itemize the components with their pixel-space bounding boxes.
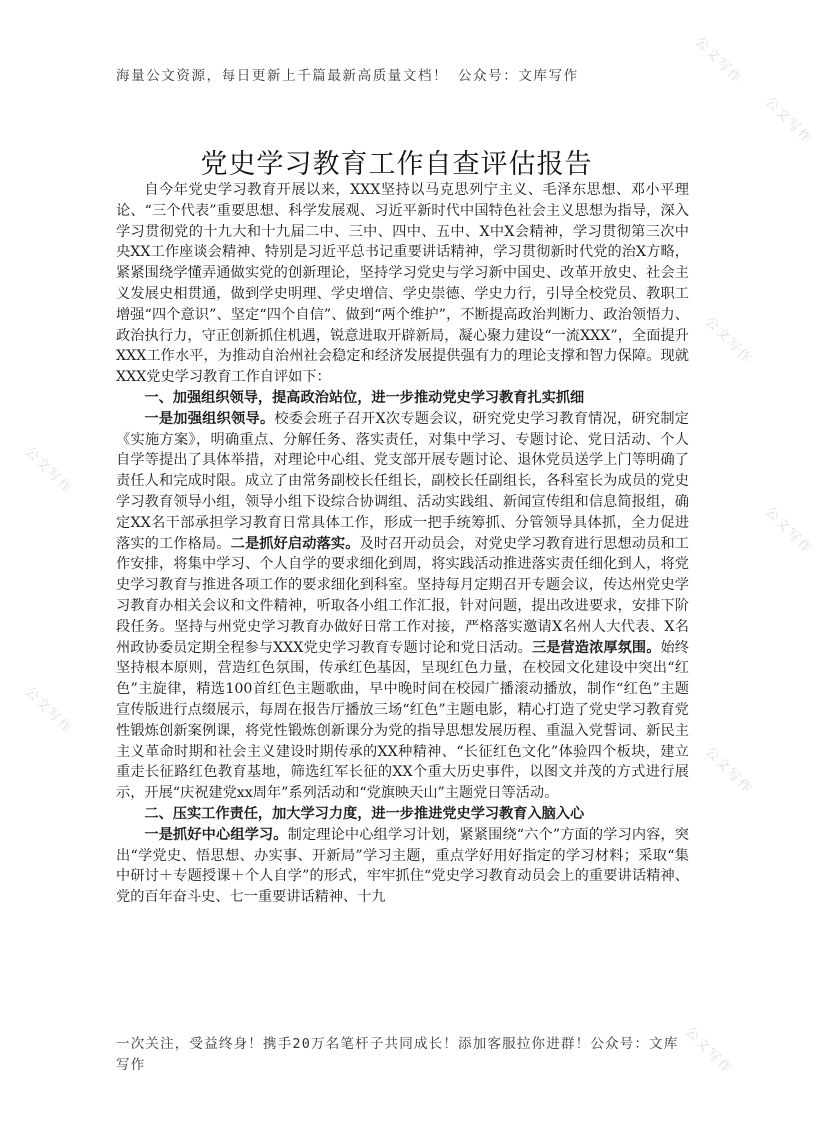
document-body [116,180,689,908]
watermark: 公文写作 [22,444,76,498]
paragraph-text: 校委会班子召开X次专题会议，研究党史学习教育情况，研究制定《实施方案》，明确重点、分解任务、落实责任，对集中学习、专题讨论、党日活动、个人自学等提出了具体举措，对理论中心组、党支部开展专题讨论、退休党员送学上门等明确了责任人和完成时限。成立了由常务副校长任组长，副校长任副组长，各科室长为成员的党史学习教育领导小组，领导小组下设综合协调组、活动实践组、新闻宣传组和信息简报组，确定XX名干部承担学习教育日常具体工作，形成一把手统筹抓、分管领导具体抓，全力促进落实的工作格局。 [116,410,689,552]
section-heading-1: 一、加强组织领导，提高政治站位，进一步推动党史学习教育扎实抓细 [144,389,585,406]
header-note: 海量公文资源，每日更新上千篇最新高质量文档！ 公众号：文库写作 [116,68,579,84]
lead-phrase: 一是抓好中心组学习。 [144,826,288,843]
intro-paragraph: 自今年党史学习教育开展以来，XXX坚持以马克思列宁主义、毛泽东思想、邓小平理论、“三个代表”重要思想、科学发展观、习近平新时代中国特色社会主义思想为指导，深入学习贯彻党的十九大和十九届二中、三中、四中、五中、X中X会精神，学习贯彻第三次中央XX工作座谈会精神、特别是习近平总书记重要讲话精神，学习贯彻新时代党的治X方略，紧紧围绕学懂弄通做实党的创新理论，坚持学习党史与学习新中国史、改革开放史、社会主义发展史相贯通，做到学史明理、学史增信、学史崇德、学史力行，引导全校党员、教职工增强“四个意识”、坚定“四个自信”、做到“两个维护”，不断提高政治判断力、政治领悟力、政治执行力，守正创新抓住机遇，锐意进取开辟新局，凝心聚力建设“一流XXX”，全面提升XXX工作水平，为推动自治州社会稳定和经济发展提供强有力的理论支撑和智力保障。现就XXX党史学习教育工作自评如下： [116,182,689,386]
lead-phrase: 一是加强组织领导。 [144,410,275,427]
lead-phrase: 二是抓好启动落实。 [230,535,360,552]
watermark: 公文写作 [762,94,816,148]
section-1-paragraph [116,409,689,804]
paragraph-text: 始终坚持根本原则，营造红色氛围，传承红色基因，呈现红色力量，在校园文化建设中突出“红色”主旋律，精选100首红色主题歌曲，早中晚时间在校园广播滚动播放，制作“红色”主题宣传版进行点缀展示，每周在报告厅播放三场“红色”主题电影，精心打造了党史学习教育党性锻炼创新案例课，将党性锻炼创新课分为党的指导思想发展历程、重温入党誓词、新民主主义革命时期和社会主义建设时期传承的XX种精神、“长征红色文化”体验四个板块，建立重走长征路红色教育基地，筛选红军长征的XX个重大历史事件，以图文并茂的方式进行展示，开展“庆祝建党xx周年”系列活动和“党旗映天山”主题党日等活动。 [116,639,689,802]
paragraph-text: 及时召开动员会，对党史学习教育进行思想动员和工作安排，将集中学习、个人自学的要求细化到周，将实践活动推进落实责任细化到人，将党史学习教育与推进各项工作的要求细化到科室。坚持每月定期召开专题会议，传达州党史学习教育办相关会议和文件精神，听取各小组工作汇报，针对问题，提出改进要求，安排下阶段任务。坚持与州党史学习教育办做好日常工作对接，严格落实邀请X名州人大代表、X名州政协委员定期全程参与XXX党史学习教育专题讨论和党日活动。 [116,535,689,656]
watermark: 公文写作 [702,744,756,798]
lead-phrase: 三是营造浓厚氛围。 [531,639,661,656]
watermark: 公文写作 [762,504,816,558]
footer-note: 一次关注，受益终身！携手20万名笔杆子共同成长！添加客服拉你进群！公众号：文库写作 [116,1036,679,1073]
watermark: 公文写作 [682,1024,736,1078]
watermark: 公文写作 [702,314,756,368]
paragraph-text: 制定理论中心组学习计划，紧紧围绕“六个”方面的学习内容，突出“学党史、悟思想、办实事、开新局”学习主题，重点学好用好指定的学习材料；采取“集中研讨＋专题授课＋个人自学”的形式，牢牢抓住“党史学习教育动员会上的重要讲话精神、党的百年奋斗史、七一重要讲话精神、十九 [116,826,689,906]
watermark: 公文写作 [22,684,76,738]
section-heading-2: 二、压实工作责任，加大学习力度，进一步推进党史学习教育入脑入心 [144,805,585,822]
watermark: 公文写作 [692,34,746,88]
section-2-paragraph [116,825,689,908]
document-title: 党史学习教育工作自查评估报告 [200,149,593,180]
